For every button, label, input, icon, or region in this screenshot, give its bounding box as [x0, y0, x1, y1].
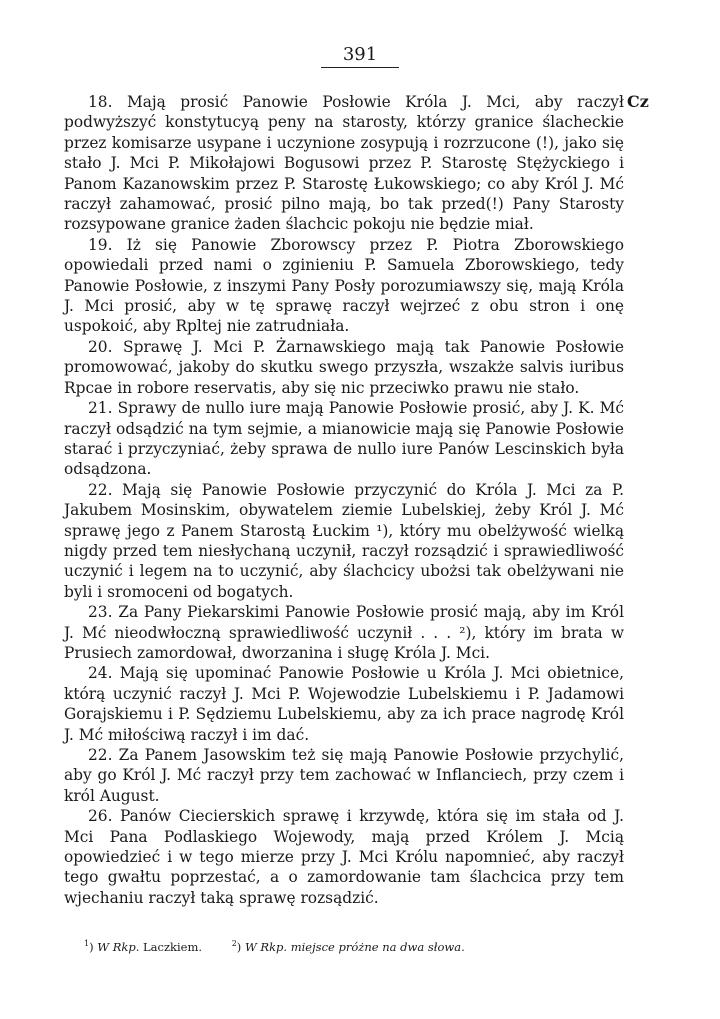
footnote-mark: 2: [231, 939, 237, 948]
paragraph-25: 22. Za Panem Jasowskim też się mają Panowie Posłowie przychylić, aby go Król J. Mć raczył przy tem zachować w Inflanciech, przy czem i król August.: [64, 746, 624, 805]
footnote-italic: W Rkp. miejsce próżne na dwa słowa.: [244, 939, 465, 954]
footnote-2: $^2$) W Rkp. miejsce próżne na dwa słowa.: [231, 939, 465, 954]
footnote-italic: W Rkp.: [97, 939, 140, 954]
paragraph-18: 18. Mają prosić Panowie Posłowie Króla J. Mci, aby raczył podwyższyć konstytucyą peny na starosty, którzy granice ślacheckie przez komisarze usypane i uczynione zosypują i rozrzucone (!), jako się stało J. Mci P. Mikołajowi Bogusowi przez P. Starostę Stężyckiego i Panom Kazanowskim przez P. Starostę Łukowskiego; co aby Król J. Mć raczył zahamować, prosić pilno mają, bo tak przed(!) Pany Starosty rozsypowane granice żaden ślachcic pokoju nie będzie miał.: [64, 93, 624, 234]
paragraph-20: 20. Sprawę J. Mci P. Żarnawskiego mają tak Panowie Posłowie promowować, jakoby do skutku swego przyszła, wszakże salvis iuribus Rpcae in robore reservatis, aby się nic przeciwko prawu nie stało.: [64, 337, 624, 397]
footnote-text: Laczkiem.: [143, 939, 203, 954]
marginal-note: Cz: [627, 92, 649, 111]
document-body: [64, 92, 624, 908]
page-number-text: 391: [321, 44, 399, 68]
paragraph-19: 19. Iż się Panowie Zborowscy przez P. Piotra Zborowskiego opowiedali przed nami o zginieniu P. Samuela Zborowskiego, tedy Panowie Posłowie, z inszymi Pany Posły porozumiawszy się, mają Króla J. Mci prosić, aby w tę sprawę raczył wejrzeć z obu stron i onę uspokoić, aby Rpltej nie zatrudniała.: [64, 235, 624, 336]
paragraph-26: 26. Panów Ciecierskich sprawę i krzywdę, która się im stała od J. Mci Pana Podlaskiego Wojewody, mają przed Królem J. Mcią opowiedzieć i w tego mierze przy J. Mci Królu napomnieć, aby raczył tego gwałtu poprzestać, a o zamordowanie tam ślachcica przy tem wjechaniu raczył taką sprawę rozsądzić.: [64, 807, 624, 907]
footnotes: [84, 936, 604, 955]
page-number: [0, 44, 720, 68]
paragraph-22: 22. Mają się Panowie Posłowie przyczynić do Króla J. Mci za P. Jakubem Mosinskim, obywatelem ziemie Lubelskiej, żeby Król J. Mć sprawę jego z Panem Starostą Łuckim ¹), który mu obelżywość wielką nigdy przed tem niesłychaną uczynił, raczył rozsądzić i sprawiedliwość uczynić i legem na to uczynić, aby ślachcicy ubożsi tak obelżywani nie byli i sromoceni od bogatych.: [64, 480, 624, 601]
footnote-mark: 1: [84, 939, 90, 948]
footnote-1: $^1$) W Rkp. Laczkiem.: [84, 939, 203, 954]
paragraph-23: 23. Za Pany Piekarskimi Panowie Posłowie prosić mają, aby im Król J. Mć nieodwłoczną sprawiedliwość uczynił . . . ²), który im brata w Prusiech zamordował, dworzanina i sługę Króla J. Mci.: [64, 603, 624, 662]
paragraph-21: 21. Sprawy de nullo iure mają Panowie Posłowie prosić, aby J. K. Mć raczył odsądzić na tym sejmie, a mianowicie mają się Panowie Posłowie starać i przyczyniać, żeby sprawa de nullo iure Panów Lescinskich była odsądzona.: [64, 399, 624, 479]
paragraph-24: 24. Mają się upominać Panowie Posłowie u Króla J. Mci obietnice, którą uczynić raczył J. Mci P. Wojewodzie Lubelskiemu i P. Jadamowi Gorajskiemu i P. Sędziemu Lubelskiemu, aby za ich prace nagrodę Król J. Mć miłościwą raczył i im dać.: [64, 664, 624, 744]
